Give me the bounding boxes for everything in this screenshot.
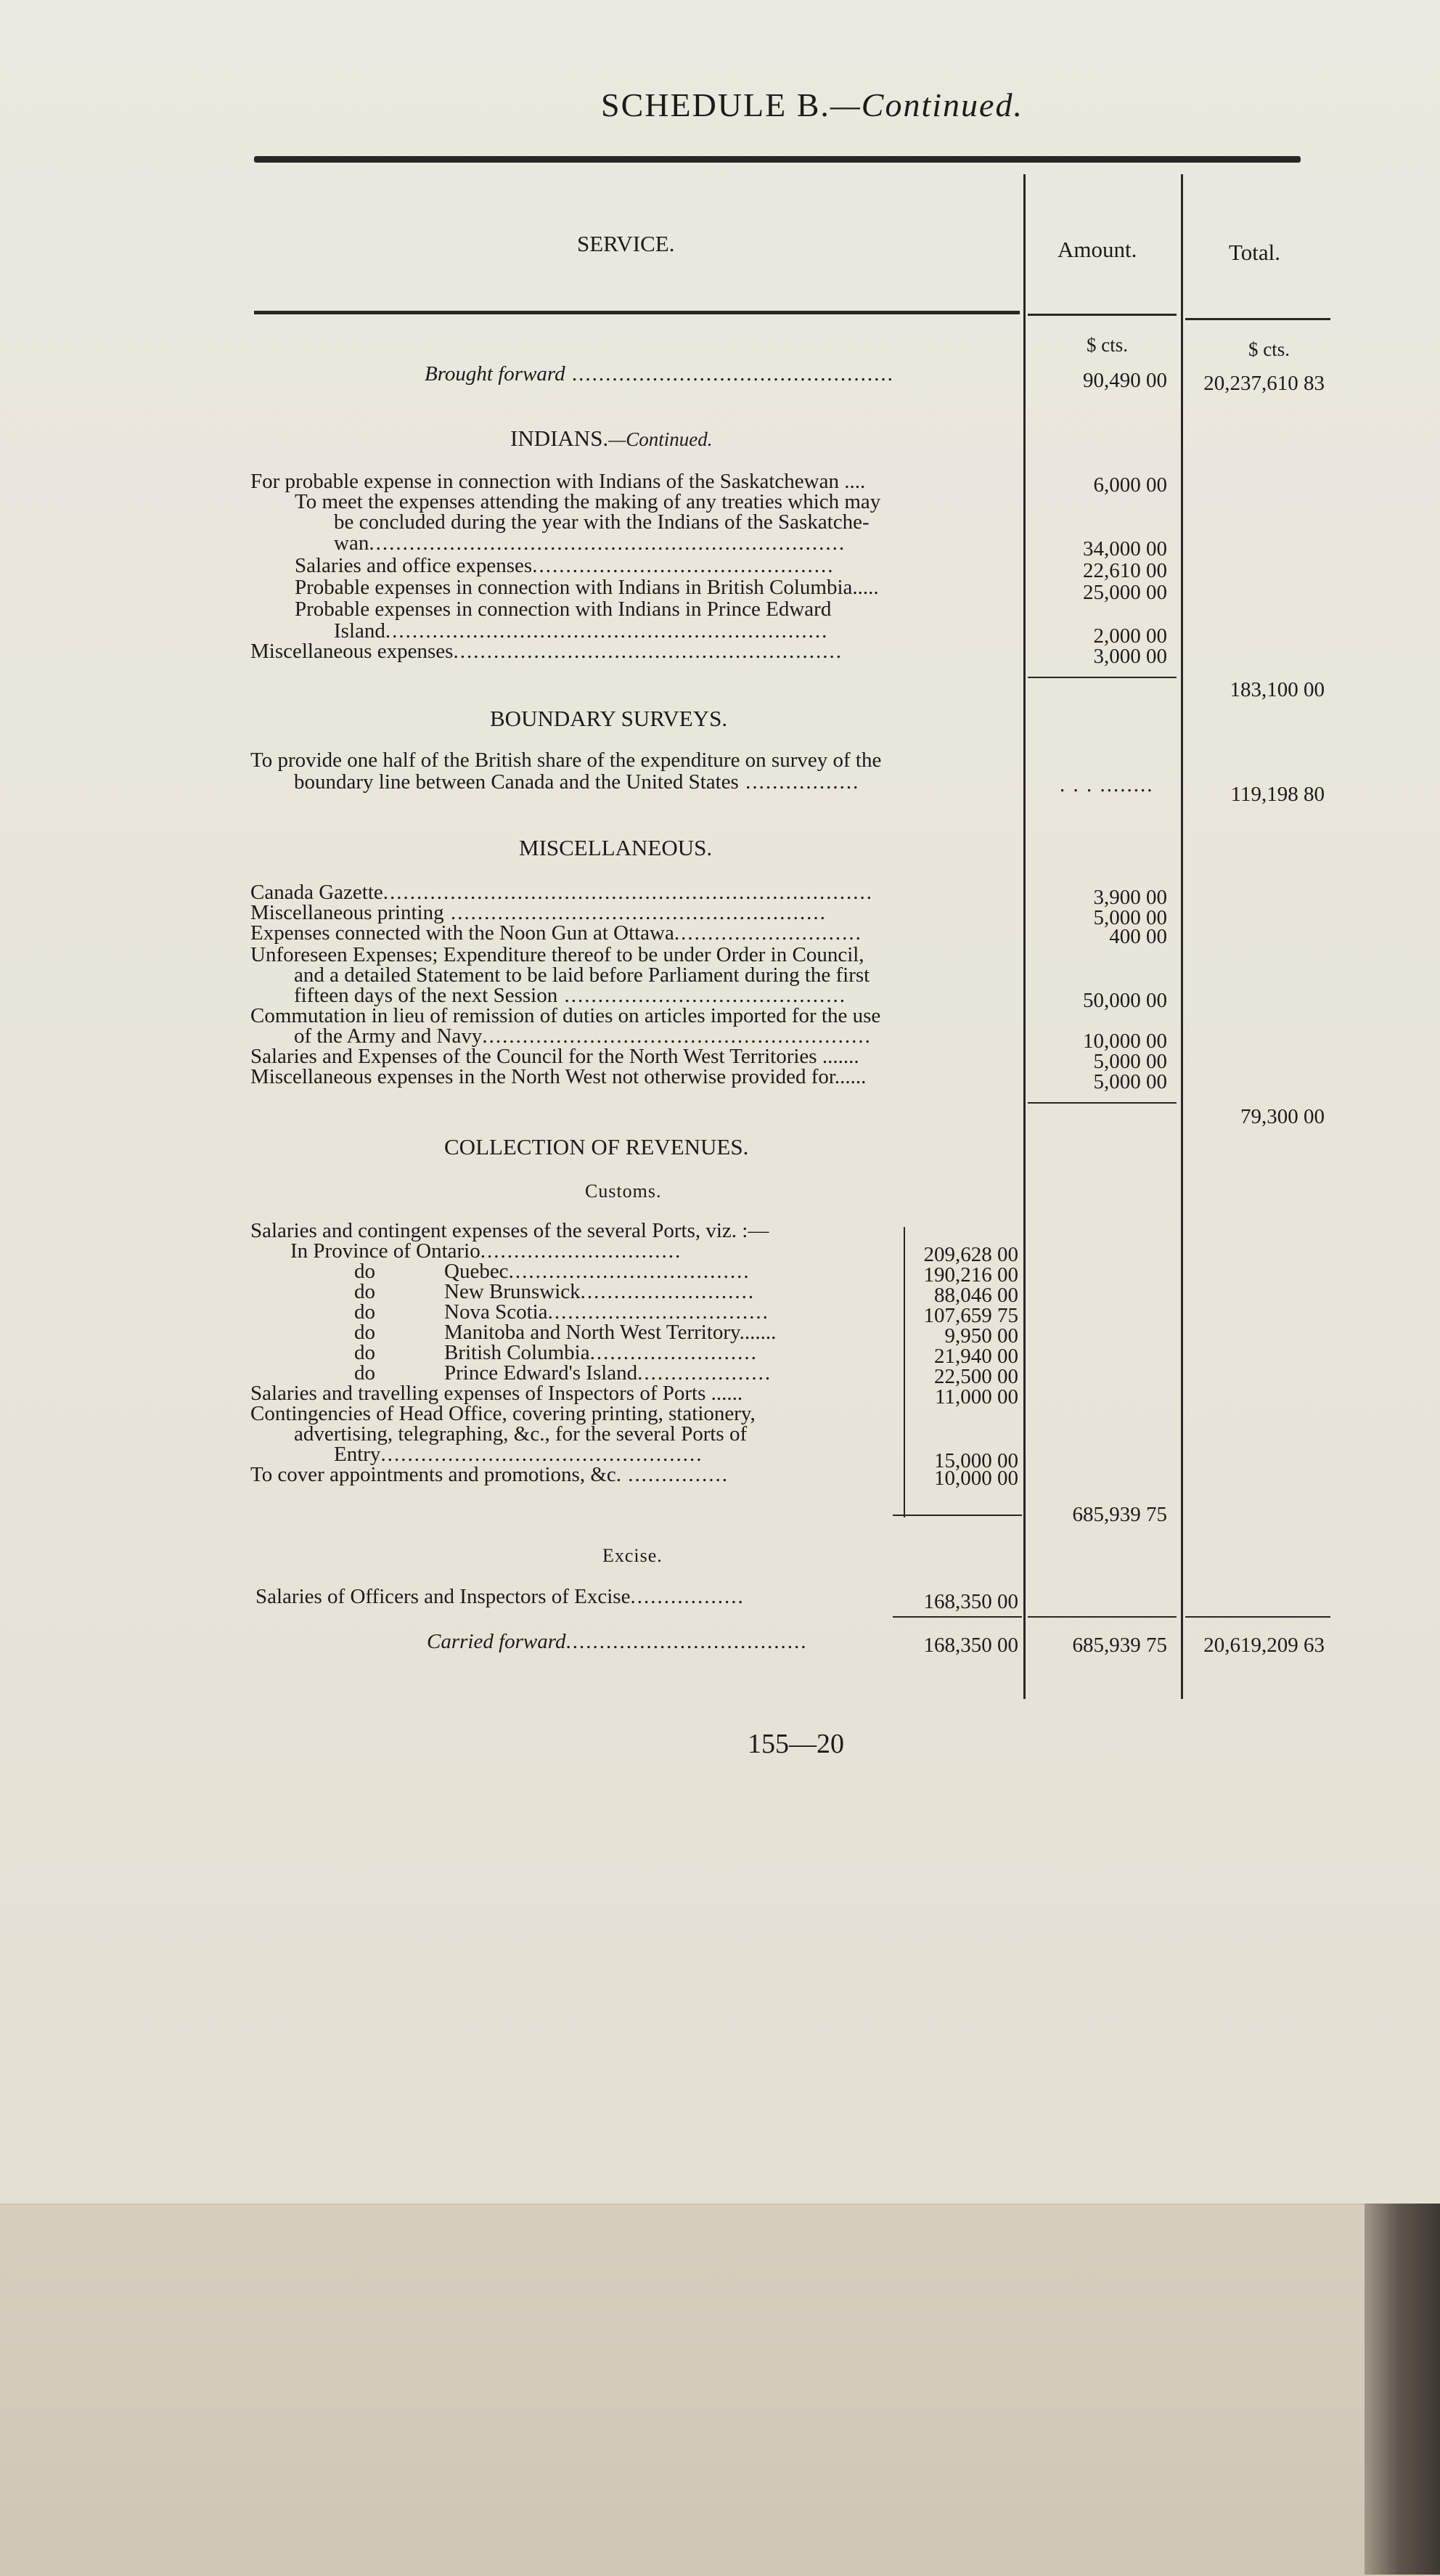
appointments-row: To cover appointments and promotions, &c. ............... (250, 1463, 729, 1486)
misc-amount: 50,000 00 (1083, 989, 1167, 1012)
port-name: Manitoba and North West Territory....... (444, 1321, 777, 1344)
boundary-line-1: To provide one half of the British share of the expenditure on survey of the (250, 749, 882, 772)
indians-item: Probable expenses in connection with Indians in Prince Edward (295, 598, 832, 621)
boundary-total: 119,198 80 (1230, 783, 1325, 806)
port-name: Ontario (416, 1239, 480, 1263)
underlying-sheet (0, 2204, 1440, 2576)
customs-subtotal-rule (893, 1515, 1022, 1516)
appointments-text: To cover appointments and promotions, &c. (250, 1463, 622, 1486)
port-row: In Province of Ontario.............................. (290, 1239, 682, 1263)
carried-rule-total (1185, 1616, 1330, 1618)
port-name: Prince Edward's Island (444, 1361, 638, 1385)
port-amount: 190,216 00 (923, 1263, 1018, 1287)
appointments-amount: 10,000 00 (934, 1467, 1018, 1490)
header-underline-amount (1028, 314, 1177, 316)
boundary-line-2-text: boundary line between Canada and the United States (294, 770, 739, 794)
carried-rule-sub (893, 1616, 1022, 1618)
schedule-title-suffix: —Continued. (830, 86, 1023, 123)
port-row: Prince Edward's Island.................... (444, 1361, 772, 1385)
port-row: Quebec.................................... (444, 1260, 750, 1283)
customs-heading: Customs. (585, 1181, 662, 1202)
port-prefix: do (354, 1260, 375, 1283)
misc-item-text: Expenses connected with the Noon Gun at Ottawa (250, 921, 674, 945)
indians-amount: 2,000 00 (1093, 624, 1167, 648)
indians-item: Salaries and office expenses............................................. (295, 554, 835, 577)
misc-item: Miscellaneous printing ........................................................ (250, 901, 827, 924)
total-column-rule (1181, 174, 1183, 1699)
indians-amount: 3,000 00 (1093, 645, 1167, 668)
misc-amount: 5,000 00 (1093, 906, 1167, 929)
header-rule (254, 156, 1301, 163)
misc-item: of the Army and Navy.......................................................... (294, 1024, 872, 1048)
carried-forward-sub: 168,350 00 (923, 1634, 1018, 1657)
port-amount: 9,950 00 (944, 1324, 1018, 1348)
inspectors-amount: 11,000 00 (935, 1385, 1018, 1409)
excise-heading: Excise. (602, 1545, 663, 1566)
total-units: $ cts. (1248, 338, 1290, 360)
misc-total: 79,300 00 (1240, 1105, 1325, 1128)
excise-row: Salaries of Officers and Inspectors of Excise................. (255, 1585, 745, 1608)
misc-subtotal-rule (1028, 1102, 1177, 1104)
misc-item: and a detailed Statement to be laid before Parliament during the first (294, 963, 870, 987)
port-amount: 21,940 00 (934, 1345, 1018, 1368)
indians-amount: 6,000 00 (1093, 473, 1167, 497)
misc-item-text: fifteen days of the next Session (294, 984, 558, 1007)
total-header: Total. (1229, 240, 1281, 265)
amount-column-rule (1023, 174, 1026, 1699)
indians-subtotal-rule (1028, 677, 1177, 678)
port-amount: 107,659 75 (923, 1304, 1018, 1327)
boundary-line-2: boundary line between Canada and the United States ................. (294, 770, 860, 794)
customs-intro: Salaries and contingent expenses of the several Ports, viz. :— (250, 1219, 769, 1242)
indians-total: 183,100 00 (1230, 678, 1325, 701)
inspectors-row: Salaries and travelling expenses of Inspectors of Ports ...... (250, 1382, 743, 1405)
port-name: New Brunswick (444, 1280, 581, 1303)
misc-item-text: of the Army and Navy (294, 1024, 483, 1048)
port-row: New Brunswick.......................... (444, 1280, 756, 1303)
indians-item: Probable expenses in connection with Indians in British Columbia..... (295, 576, 879, 599)
brought-forward-label: Brought forward (425, 362, 565, 386)
page-number: 155—20 (748, 1729, 844, 1759)
misc-item: fifteen days of the next Session .......................................... (294, 984, 846, 1007)
indians-heading-text: INDIANS. (510, 425, 609, 451)
indians-amount: 25,000 00 (1083, 581, 1167, 604)
excise-text: Salaries of Officers and Inspectors of Excise (255, 1585, 631, 1608)
page-edge-shadow (1365, 2204, 1440, 2575)
carried-forward-label: Carried forward (427, 1630, 566, 1653)
indians-heading-suffix: —Continued. (608, 428, 713, 450)
port-prefix: do (354, 1341, 375, 1364)
indians-amount: 22,610 00 (1083, 559, 1167, 582)
schedule-title-text: SCHEDULE B. (601, 86, 830, 123)
indians-item: be concluded during the year with the Indians of the Saskatche- (334, 510, 870, 534)
header-underline-total (1185, 318, 1330, 320)
boundary-heading: BOUNDARY SURVEYS. (490, 706, 728, 731)
indians-item: For probable expense in connection with Indians of the Saskatchewan .... (250, 470, 866, 493)
indians-item-text: Island (334, 619, 385, 643)
misc-item-text: Miscellaneous printing (250, 901, 444, 924)
port-prefix: do (354, 1321, 375, 1344)
indians-heading (510, 425, 712, 452)
amount-units: $ cts. (1087, 334, 1128, 356)
port-amount: 22,500 00 (934, 1365, 1018, 1388)
port-prefix: do (354, 1361, 375, 1385)
carried-rule-amount (1028, 1616, 1177, 1618)
port-prefix: In Province of (290, 1239, 411, 1263)
misc-heading: MISCELLANEOUS. (519, 835, 713, 860)
port-name: Nova Scotia (444, 1300, 548, 1324)
service-header: SERVICE. (577, 231, 675, 256)
carried-forward-total: 20,619,209 63 (1203, 1634, 1325, 1657)
misc-amount: 10,000 00 (1083, 1030, 1167, 1053)
indians-item-text: wan (334, 531, 369, 555)
schedule-title (601, 86, 1023, 124)
brought-forward-row: Brought forward ................................................ (425, 362, 894, 386)
misc-item: Unforeseen Expenses; Expenditure thereof to be under Order in Council, (250, 943, 864, 966)
port-amount: 209,628 00 (923, 1243, 1018, 1266)
port-row: British Columbia......................... (444, 1341, 758, 1364)
carried-forward-amount: 685,939 75 (1072, 1634, 1167, 1657)
amount-header: Amount. (1058, 237, 1137, 262)
header-underline-service (254, 311, 1020, 314)
indians-item: wan....................................................................... (334, 531, 846, 555)
port-row: Nova Scotia................................. (444, 1300, 769, 1324)
misc-item-text: Canada Gazette (250, 881, 383, 904)
port-prefix: do (354, 1280, 375, 1303)
revenues-heading: COLLECTION OF REVENUES. (444, 1134, 749, 1159)
misc-item: Commutation in lieu of remission of duties on articles imported for the use (250, 1004, 881, 1027)
misc-item: Expenses connected with the Noon Gun at Ottawa............................ (250, 921, 862, 945)
contingencies-line: Entry................................................ (334, 1443, 703, 1466)
indians-item-text: Miscellaneous expenses (250, 640, 454, 663)
indians-amount: 34,000 00 (1083, 537, 1167, 561)
contingencies-amount: 15,000 00 (934, 1449, 1018, 1472)
indians-item: Island.................................................................. (334, 619, 829, 643)
misc-item: Miscellaneous expenses in the North West not otherwise provided for...... (250, 1065, 867, 1088)
contingencies-line: Contingencies of Head Office, covering printing, stationery, (250, 1402, 756, 1425)
brought-forward-total: 20,237,610 83 (1203, 372, 1325, 395)
port-name: Quebec (444, 1260, 509, 1283)
indians-item: To meet the expenses attending the making of any treaties which may (295, 490, 881, 513)
carried-forward-row: Carried forward.................................... (427, 1630, 808, 1653)
port-amount: 88,046 00 (934, 1284, 1018, 1307)
misc-amount: 3,900 00 (1093, 886, 1167, 909)
port-name: British Columbia (444, 1341, 590, 1364)
indians-item: Miscellaneous expenses.......................................................... (250, 640, 843, 663)
boundary-dots: . . . ........ (1060, 773, 1154, 796)
misc-item: Salaries and Expenses of the Council for the North West Territories ....... (250, 1045, 859, 1068)
contingencies-line: advertising, telegraphing, &c., for the several Ports of (294, 1422, 748, 1446)
misc-amount: 400 00 (1109, 925, 1167, 948)
misc-amount: 5,000 00 (1093, 1070, 1167, 1093)
misc-item: Canada Gazette......................................................................... (250, 881, 874, 904)
customs-total: 685,939 75 (1072, 1503, 1167, 1526)
indians-item-text: Salaries and office expenses (295, 554, 533, 577)
contingencies-line-text: Entry (334, 1443, 381, 1466)
misc-amount: 5,000 00 (1093, 1050, 1167, 1073)
brought-forward-amount: 90,490 00 (1083, 369, 1167, 392)
port-prefix: do (354, 1300, 375, 1324)
excise-amount: 168,350 00 (923, 1590, 1018, 1613)
